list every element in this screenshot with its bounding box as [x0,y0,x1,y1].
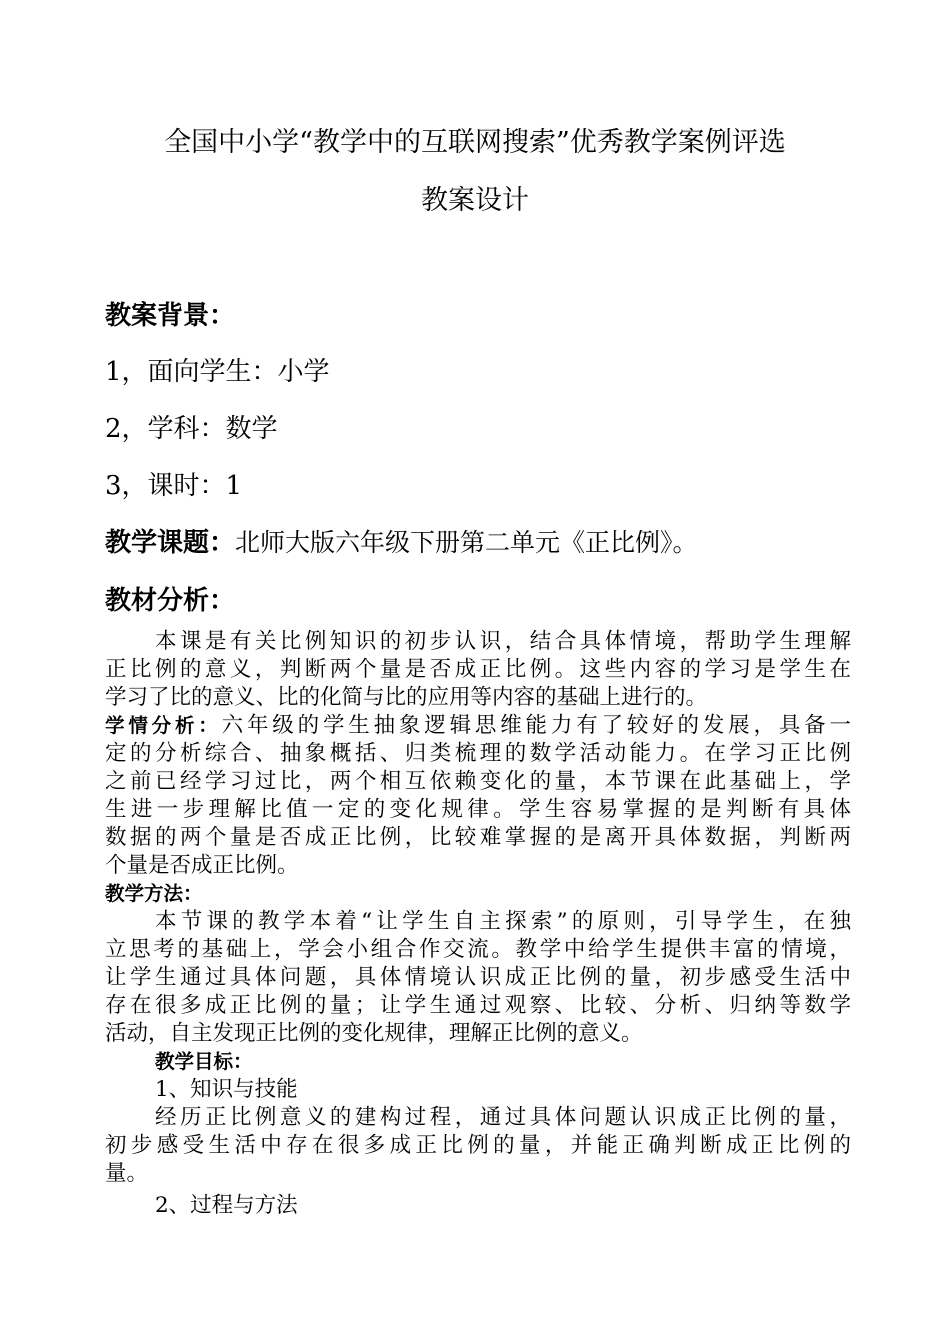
objective-knowledge-line: 经历正比例意义的建构过程，通过具体问题认识成正比例的量， [155,1105,851,1130]
objective-process-label: 2、过程与方法 [155,1193,298,1218]
student-analysis-line: 生进一步理解比值一定的变化规律。学生容易掌握的是判断有具体 [105,797,851,822]
topic-line [105,526,698,560]
material-analysis-heading: 教材分析： [105,586,236,616]
objective-knowledge-label: 1、知识与技能 [155,1077,298,1102]
background-heading: 教案背景： [105,301,236,331]
method-line: 活动，自主发现正比例的变化规律，理解正比例的意义。 [105,1021,643,1046]
student-analysis-first-line [105,712,851,740]
method-line: 让学生通过具体问题，具体情境认识成正比例的量，初步感受生活中 [105,965,851,990]
topic-label: 教学课题： [105,528,236,558]
objective-knowledge-line: 初步感受生活中存在很多成正比例的量，并能正确判断成正比例的 [105,1133,851,1158]
student-analysis-line: 个量是否成正比例。 [105,853,299,878]
objective-knowledge-line: 量。 [105,1161,149,1186]
material-analysis-line: 本课是有关比例知识的初步认识，结合具体情境，帮助学生理解 [155,629,851,654]
method-line: 存在很多成正比例的量；让学生通过观察、比较、分析、归纳等数学 [105,993,851,1018]
student-analysis-text: 六年级的学生抽象逻辑思维能力有了较好的发展，具备一 [221,713,851,738]
student-analysis-label: 学情分析： [105,714,222,737]
background-item-periods: 3，课时：1 [105,471,243,501]
method-line: 立思考的基础上，学会小组合作交流。教学中给学生提供丰富的情境， [105,937,851,962]
method-heading: 教学方法： [105,882,203,905]
material-analysis-line: 正比例的意义，判断两个量是否成正比例。这些内容的学习是学生在 [105,657,851,682]
background-item-subject: 2，学科：数学 [105,414,278,444]
student-analysis-line: 数据的两个量是否成正比例，比较难掌握的是离开具体数据，判断两 [105,825,851,850]
document-body [105,628,851,1220]
student-analysis-line: 定的分析综合、抽象概括、归类梳理的数学活动能力。在学习正比例 [105,741,851,766]
student-analysis-line: 之前已经学习过比，两个相互依赖变化的量，本节课在此基础上，学 [105,769,851,794]
method-line: 本节课的教学本着“让学生自主探索”的原则，引导学生，在独 [155,909,851,934]
objectives-heading: 教学目标： [155,1050,253,1073]
material-analysis-line: 学习了比的意义、比的化简与比的应用等内容的基础上进行的。 [105,685,708,710]
document-title: 全国中小学“教学中的互联网搜索”优秀教学案例评选 [164,127,786,158]
topic-value: 北师大版六年级下册第二单元《正比例》。 [235,528,698,557]
background-item-students: 1，面向学生：小学 [105,357,330,387]
document-subtitle: 教案设计 [421,185,529,216]
